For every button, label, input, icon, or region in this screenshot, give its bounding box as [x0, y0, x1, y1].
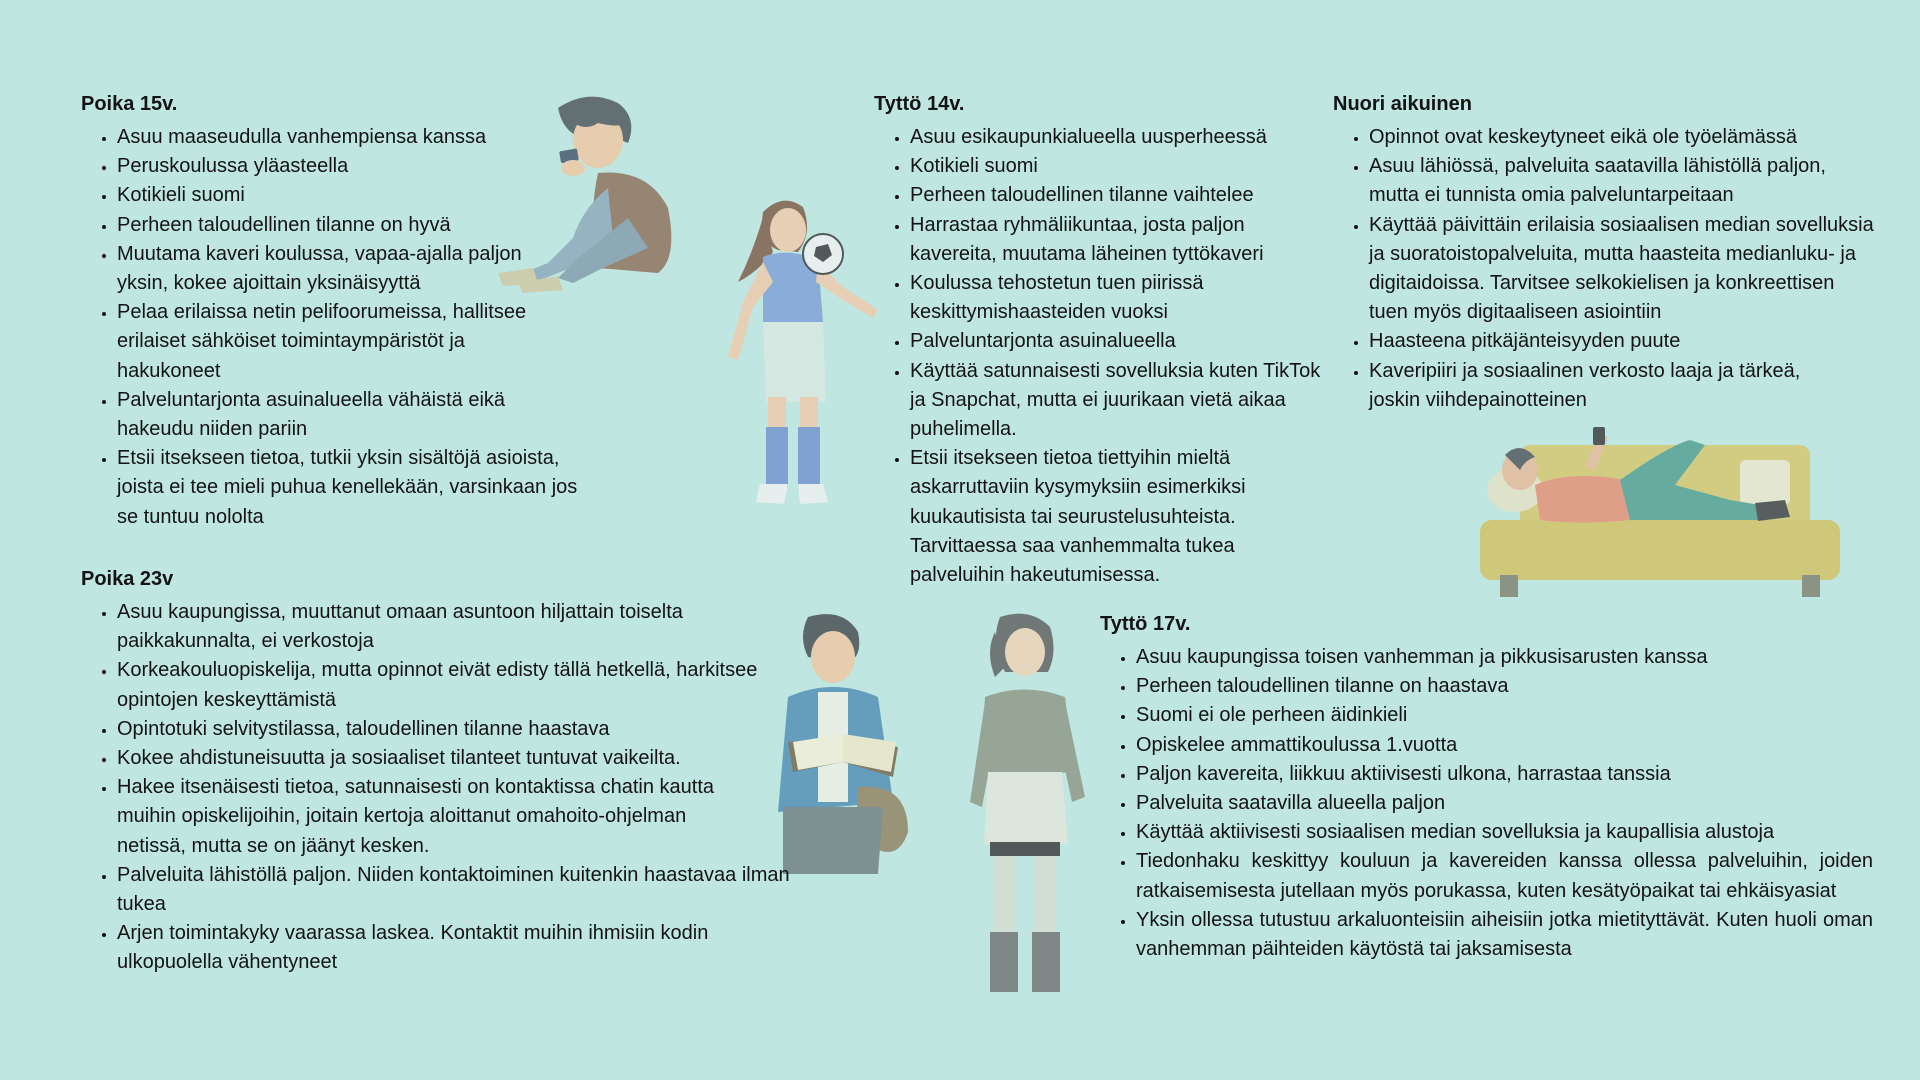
list-item: • Korkeakouluopiskelija, mutta opinnot eivät edisty tällä hetkellä, harkitsee opintojen keskeyttämistä	[117, 656, 817, 714]
list-item: • Asuu maaseudulla vanhempiensa kanssa	[117, 123, 601, 152]
persona-title: Poika 23v	[81, 568, 174, 590]
list-item: • Palveluntarjonta asuinalueella	[910, 327, 1334, 356]
list-item: • Palveluita saatavilla alueella paljon	[1136, 789, 1873, 818]
list-item: • Perheen taloudellinen tilanne vaihtelee	[910, 181, 1334, 210]
list-item: • Käyttää satunnaisesti sovelluksia kuten TikTok ja Snapchat, mutta ei juurikaan vietä aikaa puhelimella.	[910, 357, 1334, 445]
list-item: • Käyttää päivittäin erilaisia sosiaalisen median sovelluksia ja suoratoistopalveluita, mutta haasteita medianluku- ja digitaidoissa. Tarvitsee selkokielisen ja konkreettisen tuen myös digitaaliseen asiointiin	[1369, 211, 1874, 328]
list-item: • Kotikieli suomi	[117, 181, 601, 210]
list-item: • Opiskelee ammattikoulussa 1.vuotta	[1136, 731, 1873, 760]
list-item: • Hakee itsenäisesti tietoa, satunnaisesti on kontaktissa chatin kautta muihin opiskelijoihin, joitain kertoja aloittanut omahoito-ohjelman netissä, mutta se on jäänyt kesken.	[117, 773, 757, 861]
list-item: • Yksin ollessa tutustuu arkaluonteisiin aiheisiin jotka mietityttävät. Kuten huoli oman vanhemman päihteiden käytöstä tai jaksamisesta	[1136, 906, 1873, 964]
list-item: • Suomi ei ole perheen äidinkieli	[1136, 701, 1873, 730]
list-item: • Asuu kaupungissa toisen vanhemman ja pikkusisarusten kanssa	[1136, 643, 1873, 672]
persona-title: Tyttö 14v.	[874, 93, 965, 115]
list-item: • Opinnot ovat keskeytyneet eikä ole työelämässä	[1369, 123, 1873, 152]
persona-girl-14	[874, 90, 1334, 590]
list-item: • Muutama kaveri koulussa, vapaa-ajalla paljon yksin, kokee ajoittain yksinäisyyttä	[117, 240, 557, 298]
list-item: • Peruskoulussa yläasteella	[117, 152, 601, 181]
persona-title: Poika 15v.	[81, 93, 178, 115]
persona-girl-17	[1100, 610, 1873, 964]
persona-list	[874, 123, 1334, 590]
list-item: • Käyttää aktiivisesti sosiaalisen median sovelluksia ja kaupallisia alustoja	[1136, 818, 1873, 847]
persona-boy-15	[81, 90, 601, 532]
girl-soccer-illustration	[718, 192, 888, 512]
list-item: • Arjen toimintakyky vaarassa laskea. Kontaktit muihin ihmisiin kodin ulkopuolella vähentyneet	[117, 919, 777, 977]
list-item: • Etsii itsekseen tietoa, tutkii yksin sisältöjä asioista, joista ei tee mieli puhua kenellekään, varsinkaan jos se tuntuu nololta	[117, 444, 597, 532]
persona-list	[81, 598, 811, 978]
persona-list	[1333, 123, 1873, 415]
list-item: • Koulussa tehostetun tuen piirissä keskittymishaasteiden vuoksi	[910, 269, 1290, 327]
list-item: • Kaveripiiri ja sosiaalinen verkosto laaja ja tärkeä, joskin viihdepainotteinen	[1369, 357, 1849, 415]
list-item: • Asuu kaupungissa, muuttanut omaan asuntoon hiljattain toiselta paikkakunnalta, ei verkostoja	[117, 598, 747, 656]
list-item: • Asuu lähiössä, palveluita saatavilla lähistöllä paljon, mutta ei tunnista omia palveluntarpeitaan	[1369, 152, 1869, 210]
list-item: • Opintotuki selvitystilassa, taloudellinen tilanne haastava	[117, 715, 811, 744]
persona-title: Tyttö 17v.	[1100, 613, 1191, 635]
list-item: • Pelaa erilaissa netin pelifoorumeissa, hallitsee erilaiset sähköiset toimintaympäristöt ja hakukoneet	[117, 298, 567, 386]
list-item: • Kotikieli suomi	[910, 152, 1334, 181]
list-item: • Perheen taloudellinen tilanne on haastava	[1136, 672, 1873, 701]
persona-young-adult	[1333, 90, 1873, 415]
list-item: • Paljon kavereita, liikkuu aktiivisesti ulkona, harrastaa tanssia	[1136, 760, 1873, 789]
list-item: • Tiedonhaku keskittyy kouluun ja kavereiden kanssa ollessa palveluihin, joiden ratkaisemisesta jutellaan myös porukassa, kuten kesätyöpaikat tai ehkäisyasiat	[1136, 847, 1873, 905]
list-item: • Palveluntarjonta asuinalueella vähäistä eikä hakeudu niiden pariin	[117, 386, 557, 444]
persona-boy-23	[81, 565, 811, 978]
list-item: • Perheen taloudellinen tilanne on hyvä	[117, 211, 601, 240]
list-item: • Harrastaa ryhmäliikuntaa, josta paljon kavereita, muutama läheinen tyttökaveri	[910, 211, 1334, 269]
girl-standing-illustration	[960, 612, 1095, 1002]
list-item: • Asuu esikaupunkialueella uusperheessä	[910, 123, 1334, 152]
list-item: • Palveluita lähistöllä paljon. Niiden kontaktoiminen kuitenkin haastavaa ilman tukea	[117, 861, 817, 919]
list-item: • Kokee ahdistuneisuutta ja sosiaaliset tilanteet tuntuvat vaikeilta.	[117, 744, 811, 773]
list-item: • Haasteena pitkäjänteisyyden puute	[1369, 327, 1873, 356]
man-on-sofa-illustration	[1480, 425, 1840, 600]
persona-list	[1100, 643, 1873, 964]
list-item: • Etsii itsekseen tietoa tiettyihin mieltä askarruttaviin kysymyksiin esimerkiksi kuukautisista tai seurustelusuhteista. Tarvittaessa saa vanhemmalta tukea palveluihin hakeutumisessa.	[910, 444, 1290, 590]
persona-title: Nuori aikuinen	[1333, 93, 1472, 115]
persona-list	[81, 123, 601, 532]
